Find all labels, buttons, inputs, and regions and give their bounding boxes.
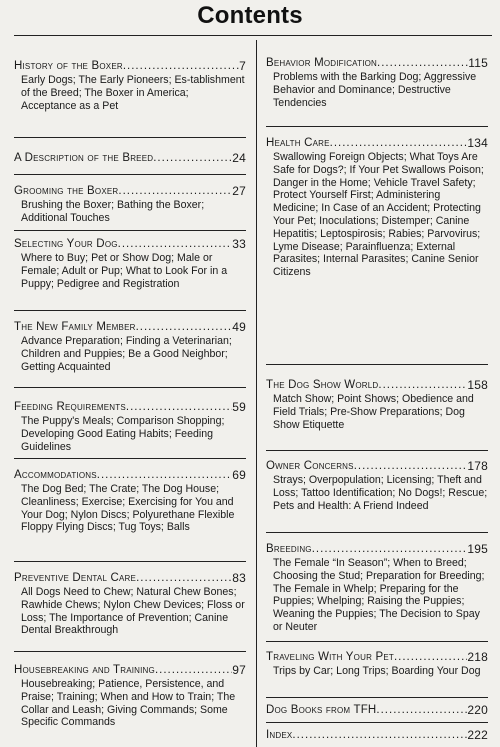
toc-entry-description[interactable] — [14, 151, 246, 165]
entry-subtopics: Match Show; Point Shows; Obedience and Field Trials; Pre-Show Preparations; Dog Show Etiquette — [273, 393, 474, 431]
toc-entry-history[interactable] — [14, 59, 246, 112]
toc-entry-health-care[interactable] — [266, 136, 488, 279]
entry-title: History of the Boxer — [14, 60, 123, 72]
entry-page: 222 — [467, 728, 488, 742]
entry-page: 218 — [467, 650, 488, 664]
column-divider — [256, 40, 257, 747]
section-rule — [266, 641, 488, 642]
section-rule — [14, 230, 246, 231]
section-rule — [266, 126, 488, 127]
entry-subtopics: Housebreaking; Patience, Persistence, and Praise; Training; When and How to Train; The Collar and Leash; Giving Commands; Some Specific Commands — [21, 678, 236, 729]
section-rule — [266, 364, 488, 365]
entry-subtopics: The Dog Bed; The Crate; The Dog House; Cleanliness; Exercise; Exercising for You and Your Dog; Nylon Discs; Polyurethane Flexible Floppy Flying Discs; Tug Toys; Balls — [21, 483, 235, 534]
toc-entry-behavior[interactable] — [266, 56, 488, 109]
entry-subtopics: The Female “In Season”; When to Breed; Choosing the Stud; Preparation for Breeding; The Female in Whelp; Preparing for the Puppies; Whelping; Raising the Puppies; Weaning the Puppies; The Decision to Spay or Neuter — [273, 557, 485, 633]
section-rule — [266, 450, 488, 451]
entry-title: A Description of the Breed — [14, 152, 154, 164]
entry-page: 59 — [232, 400, 246, 414]
entry-subtopics: Brushing the Boxer; Bathing the Boxer; Additional Touches — [21, 199, 205, 224]
entry-title: Owner Concerns — [266, 460, 354, 472]
entry-subtopics: The Puppy's Meals; Comparison Shopping; Developing Good Eating Habits; Feeding Guidelines — [21, 415, 225, 453]
section-rule — [266, 532, 488, 533]
entry-title: Housebreaking and Training — [14, 664, 155, 676]
entry-subtopics: Early Dogs; The Early Pioneers; Es-tablishment of the Breed; The Boxer in America; Acceptance as a Pet — [21, 74, 245, 112]
toc-entry-accommodations[interactable] — [14, 468, 246, 534]
toc-entry-housebreaking[interactable] — [14, 663, 246, 729]
toc-entry-selecting[interactable] — [14, 237, 246, 290]
entry-subtopics: All Dogs Need to Chew; Natural Chew Bones; Rawhide Chews; Nylon Chew Devices; Floss or Loss; The Importance of Prevention; Canine Dental Breakthrough — [21, 586, 245, 637]
toc-entry-dog-show[interactable] — [266, 378, 488, 431]
section-rule — [14, 174, 246, 175]
entry-subtopics: Trips by Car; Long Trips; Boarding Your Dog — [273, 665, 481, 677]
section-rule — [14, 310, 246, 311]
entry-title: Dog Books from TFH — [266, 704, 377, 716]
toc-entry-new-family-member[interactable] — [14, 320, 246, 373]
section-rule — [266, 697, 488, 698]
section-rule — [14, 137, 246, 138]
toc-entry-owner-concerns[interactable] — [266, 459, 488, 512]
entry-page: 27 — [232, 184, 246, 198]
toc-entry-feeding[interactable] — [14, 400, 246, 453]
section-rule — [14, 561, 246, 562]
entry-subtopics: Strays; Overpopulation; Licensing; Theft and Loss; Tattoo Identification; No Dogs!; Rescue; Pets and Health: A Friend Indeed — [273, 474, 488, 512]
entry-subtopics: Problems with the Barking Dog; Aggressive Behavior and Dominance; Destructive Tendencies — [273, 71, 477, 109]
entry-title: Preventive Dental Care — [14, 572, 137, 584]
entry-title: Grooming the Boxer — [14, 185, 119, 197]
entry-title: Index — [266, 729, 293, 741]
entry-subtopics: Swallowing Foreign Objects; What Toys Are Safe for Dogs?; If Your Pet Swallows Poison; Danger in the Home; Vehicle Travel Safety; Protect Yourself First; Administering Medicine; In Case of an Accident; Protecting Your Pet; Inoculations; Distemper; Canine Hepatitis; Leptospirosis; Rabies; Parvovirus; Lyme Disease; Parainfluenza; External Parasites; Internal Parasites; Canine Senior Citizens — [273, 151, 484, 279]
section-rule — [14, 458, 246, 459]
page-title: Contents — [197, 2, 303, 29]
entry-page: 158 — [467, 378, 488, 392]
entry-page: 178 — [467, 459, 488, 473]
entry-page: 220 — [467, 703, 488, 717]
entry-page: 69 — [232, 468, 246, 482]
entry-page: 115 — [468, 56, 488, 70]
entry-title: Feeding Requirements — [14, 401, 126, 413]
toc-entry-traveling[interactable] — [266, 650, 488, 678]
entry-title: The New Family Member — [14, 321, 136, 333]
toc-entry-dog-books[interactable] — [266, 703, 488, 717]
toc-entry-grooming[interactable] — [14, 184, 246, 225]
entry-page: 83 — [232, 571, 246, 585]
toc-entry-dental-care[interactable] — [14, 571, 246, 637]
section-rule — [14, 651, 246, 652]
entry-subtopics: Where to Buy; Pet or Show Dog; Male or Female; Adult or Pup; What to Look For in a Puppy; Pedigree and Registration — [21, 252, 228, 290]
entry-subtopics: Advance Preparation; Finding a Veterinarian; Children and Puppies; Be a Good Neighbor; Getting Acquainted — [21, 335, 232, 373]
entry-page: 24 — [232, 151, 246, 165]
entry-page: 33 — [232, 237, 246, 251]
section-rule — [14, 387, 246, 388]
entry-page: 195 — [467, 542, 488, 556]
title-rule — [14, 35, 492, 36]
entry-title: The Dog Show World — [266, 379, 379, 391]
toc-entry-breeding[interactable] — [266, 542, 488, 634]
entry-title: Breeding — [266, 543, 312, 555]
entry-title: Health Care — [266, 137, 330, 149]
entry-title: Selecting Your Dog — [14, 238, 118, 250]
entry-title: Accommodations — [14, 469, 97, 481]
entry-title: Traveling With Your Pet — [266, 651, 394, 663]
entry-title: Behavior Modification — [266, 57, 378, 69]
entry-page: 7 — [239, 59, 246, 73]
entry-page: 134 — [467, 136, 488, 150]
entry-page: 97 — [232, 663, 246, 677]
entry-page: 49 — [232, 320, 246, 334]
section-rule — [266, 722, 488, 723]
toc-entry-index[interactable] — [266, 728, 488, 742]
